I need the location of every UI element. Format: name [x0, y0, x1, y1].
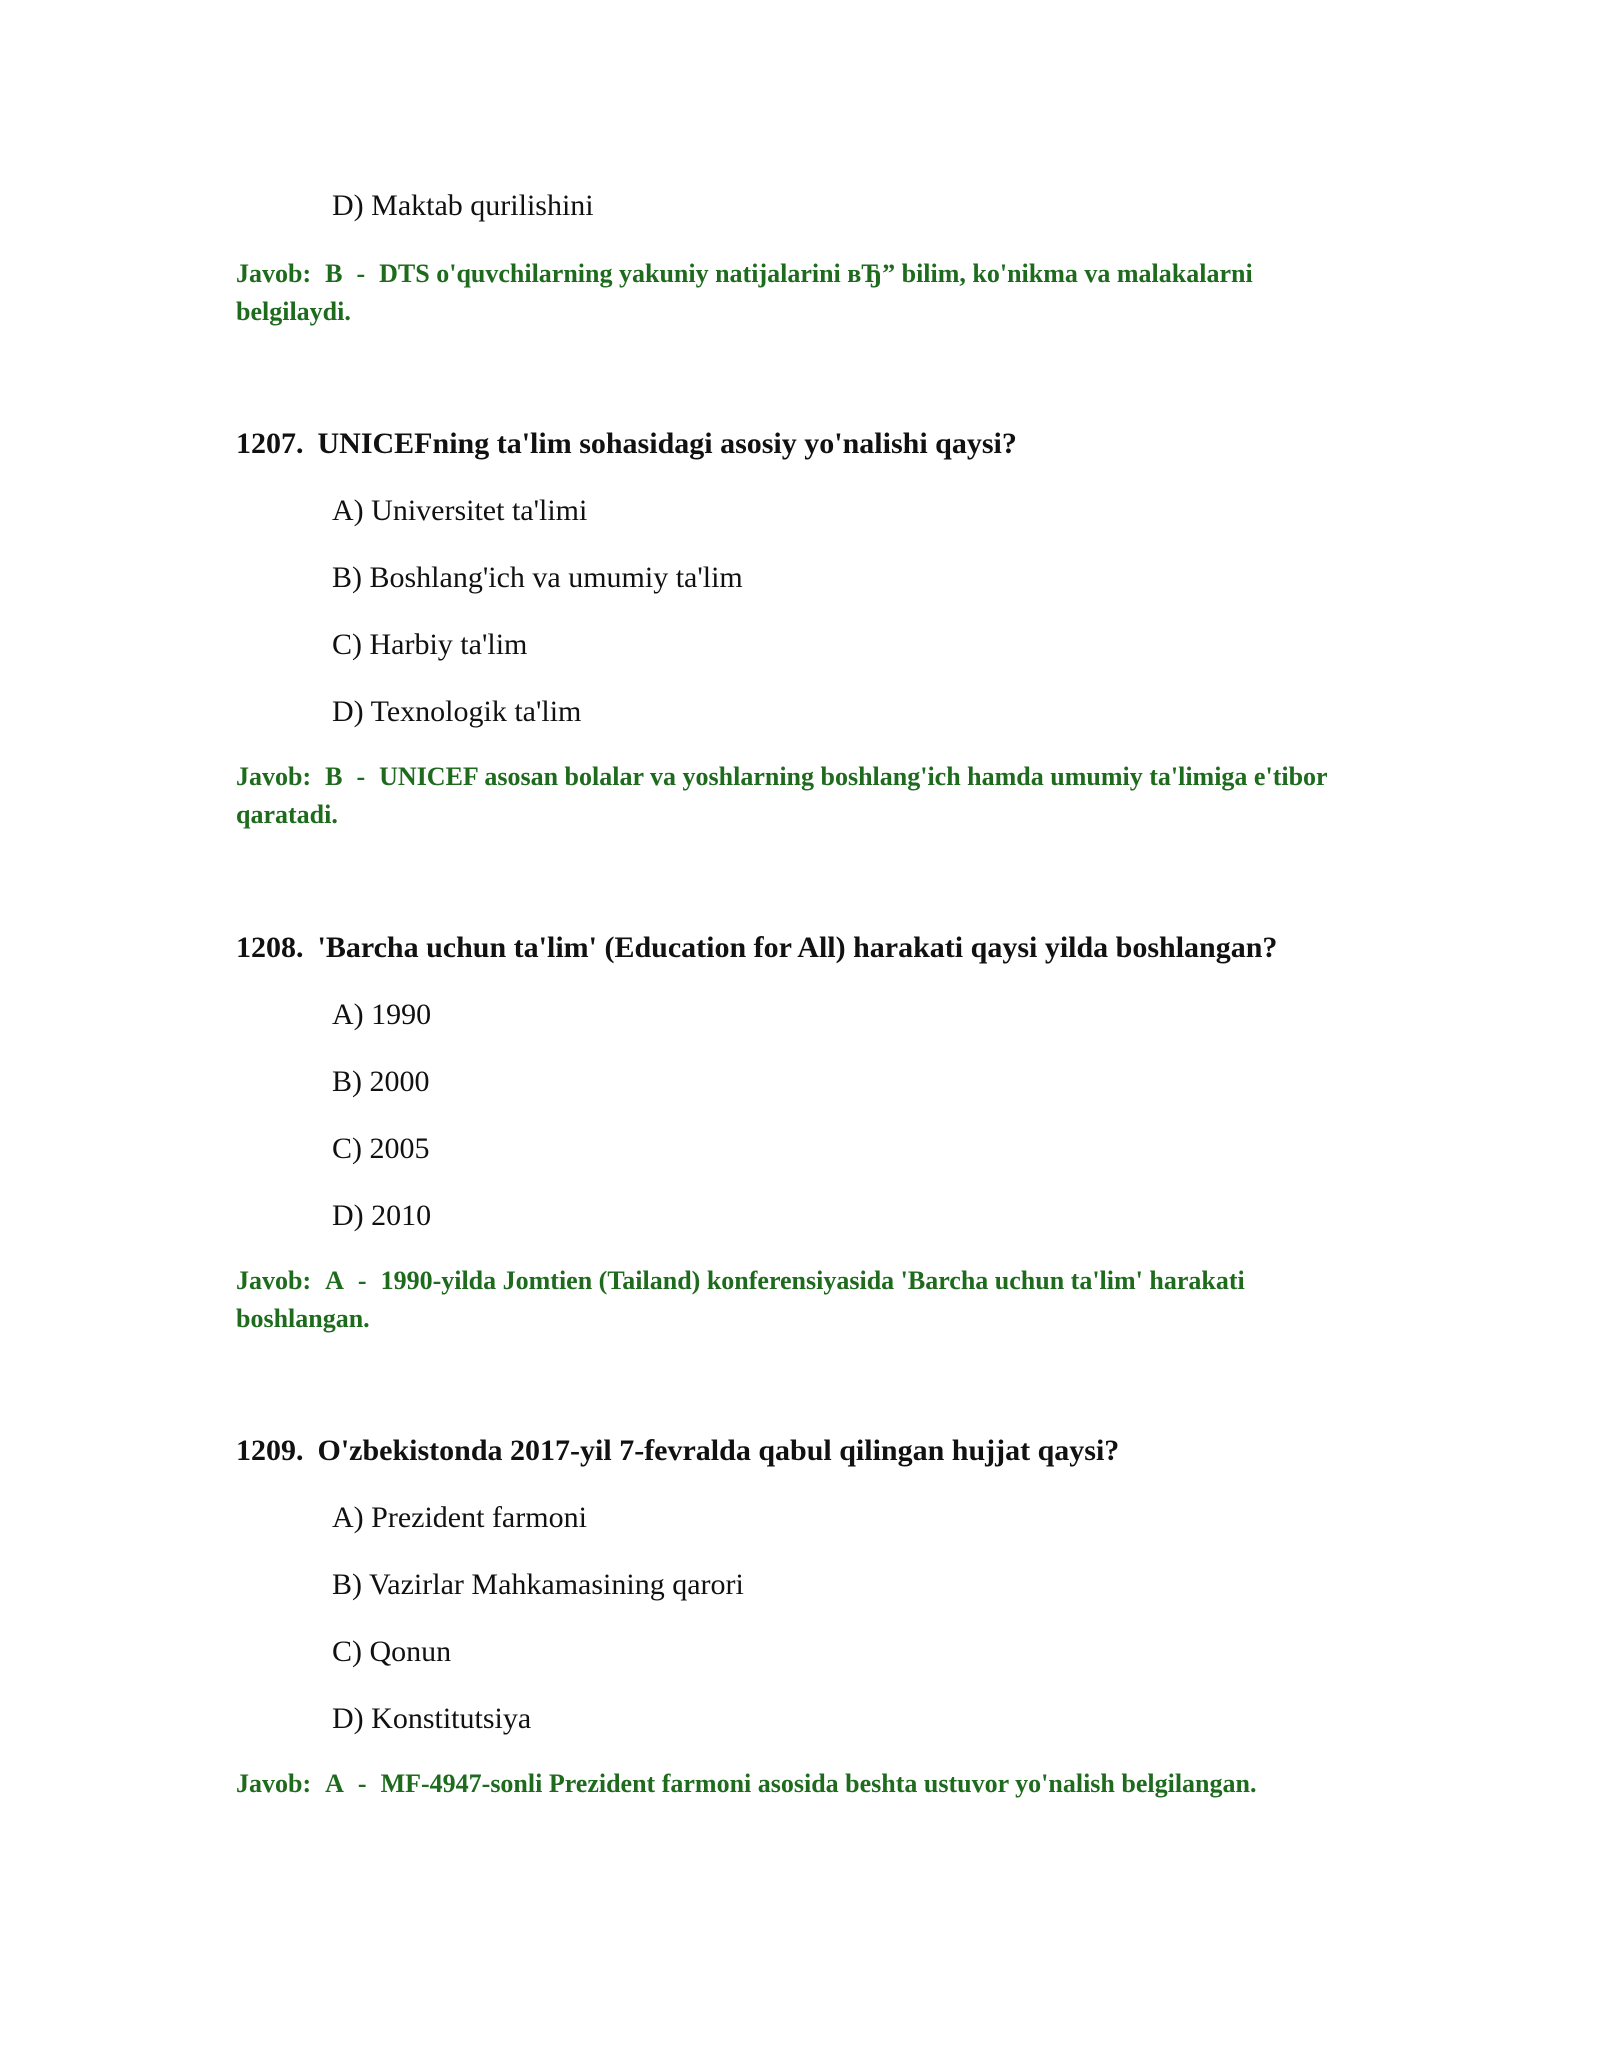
option-c: C) 2005 — [332, 1132, 430, 1165]
answer-text: 1990-yilda Jomtien (Tailand) konferensiyasida 'Barcha uchun ta'lim' harakati boshlangan. — [236, 1266, 1245, 1333]
question-title — [236, 426, 1017, 462]
option-b: B) Boshlang'ich va umumiy ta'lim — [332, 561, 743, 594]
answer-block — [236, 1765, 1366, 1803]
question-title — [236, 930, 1277, 966]
question-number: 1207. — [236, 427, 304, 460]
answer-block — [236, 255, 1366, 331]
option-d: D) 2010 — [332, 1199, 432, 1232]
option-a: A) 1990 — [332, 998, 432, 1031]
answer-letter: A — [325, 1769, 344, 1798]
answer-letter: A — [325, 1266, 344, 1295]
option-b: B) 2000 — [332, 1065, 430, 1098]
answer-label: Javob: — [236, 1769, 312, 1798]
answer-label: Javob: — [236, 762, 312, 791]
answer-letter: B — [325, 259, 343, 288]
answer-letter: B — [325, 762, 343, 791]
option-d: D) Texnologik ta'lim — [332, 695, 582, 728]
answer-dash: - — [357, 1769, 367, 1798]
question-title — [236, 1433, 1119, 1469]
answer-text: UNICEF asosan bolalar va yoshlarning boshlang'ich hamda umumiy ta'limiga e'tibor qaratadi. — [236, 762, 1328, 829]
question-number: 1209. — [236, 1434, 304, 1467]
option-d: D) Maktab qurilishini — [332, 189, 594, 222]
option-b: B) Vazirlar Mahkamasining qarori — [332, 1568, 744, 1601]
option-a: A) Prezident farmoni — [332, 1501, 587, 1534]
question-text: 'Barcha uchun ta'lim' (Education for All) harakati qaysi yilda boshlangan? — [317, 931, 1278, 964]
question-text: UNICEFning ta'lim sohasidagi asosiy yo'nalishi qaysi? — [317, 427, 1017, 460]
question-number: 1208. — [236, 931, 304, 964]
question-text: O'zbekistonda 2017-yil 7-fevralda qabul qilingan hujjat qaysi? — [317, 1434, 1120, 1467]
option-d: D) Konstitutsiya — [332, 1702, 532, 1735]
answer-block — [236, 1262, 1366, 1338]
option-c: C) Qonun — [332, 1635, 452, 1668]
answer-label: Javob: — [236, 1266, 312, 1295]
answer-dash: - — [357, 1266, 367, 1295]
answer-dash: - — [356, 259, 366, 288]
option-a: A) Universitet ta'limi — [332, 494, 588, 527]
answer-text: DTS o'quvchilarning yakuniy natijalarini вЂ” bilim, ko'nikma va malakalarni belgilaydi. — [236, 259, 1253, 326]
answer-label: Javob: — [236, 259, 312, 288]
answer-text: MF-4947-sonli Prezident farmoni asosida beshta ustuvor yo'nalish belgilangan. — [380, 1769, 1257, 1798]
answer-block — [236, 758, 1366, 834]
option-c: C) Harbiy ta'lim — [332, 628, 528, 661]
answer-dash: - — [356, 762, 366, 791]
